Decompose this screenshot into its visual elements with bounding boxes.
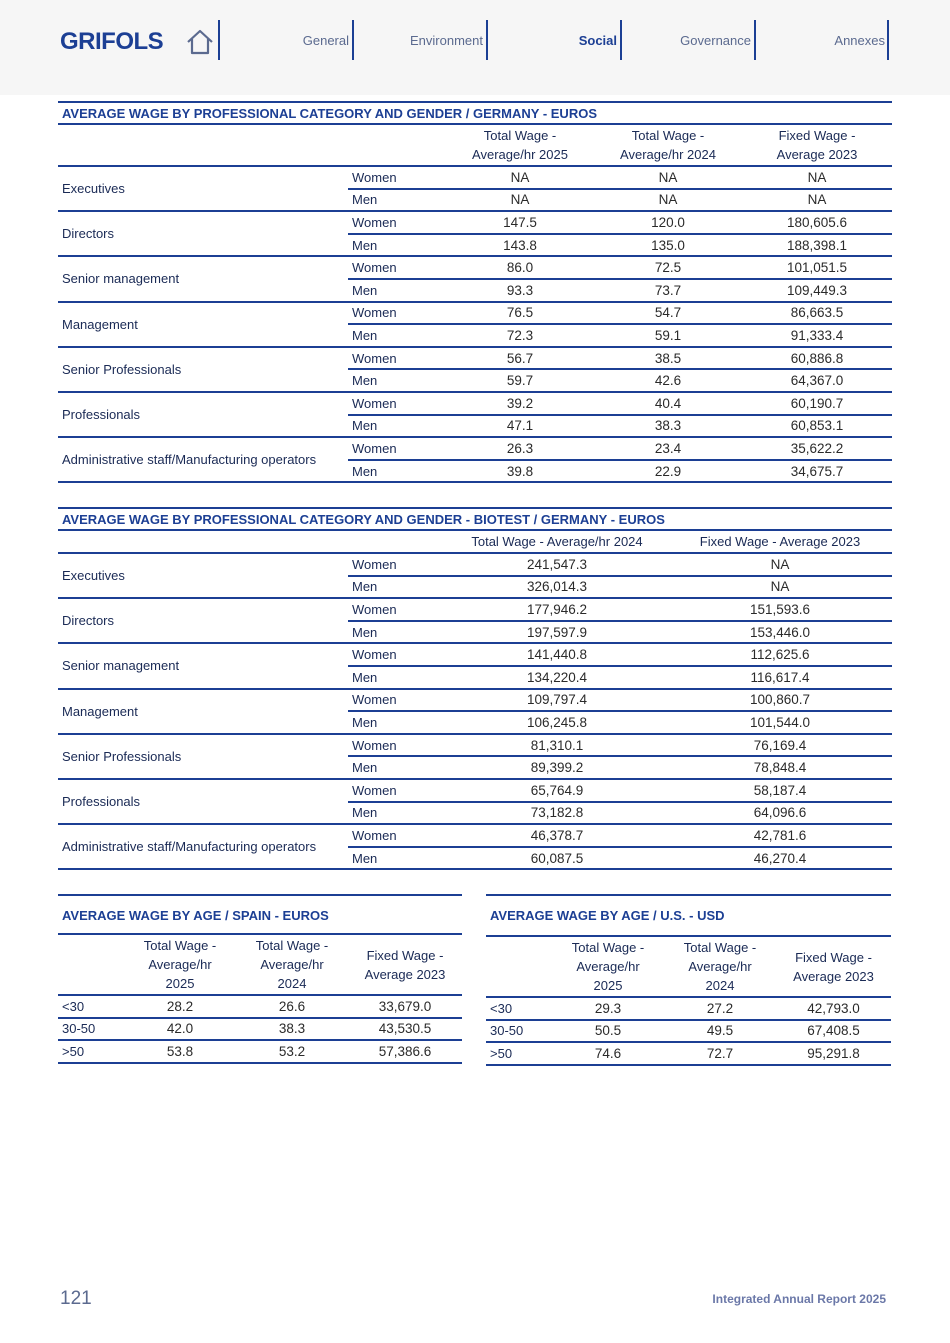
value-cell: 241,547.3: [446, 553, 668, 576]
value-cell: NA: [446, 189, 594, 212]
value-cell: 46,378.7: [446, 824, 668, 847]
column-header: Total Wage - Average/hr 2024: [664, 936, 776, 997]
column-header: Fixed Wage - Average 2023: [742, 124, 892, 166]
us-age-table: [486, 935, 891, 1066]
age-label: >50: [58, 1040, 124, 1063]
value-cell: 26.6: [236, 995, 348, 1018]
value-cell: 60,886.8: [742, 347, 892, 370]
value-cell: 22.9: [594, 460, 742, 483]
category-label: Administrative staff/Manufacturing operators: [58, 437, 348, 482]
gender-label: Women: [348, 824, 446, 847]
value-cell: 42.0: [124, 1018, 236, 1041]
value-cell: 38.3: [594, 415, 742, 438]
germany-wage-table: [58, 101, 892, 483]
value-cell: 188,398.1: [742, 234, 892, 257]
table-row: [58, 166, 892, 189]
column-header: Total Wage - Average/hr 2024: [446, 530, 668, 553]
value-cell: 143.8: [446, 234, 594, 257]
value-cell: NA: [742, 189, 892, 212]
value-cell: 27.2: [664, 997, 776, 1020]
value-cell: NA: [594, 189, 742, 212]
us-table-title: AVERAGE WAGE BY AGE / U.S. - USD: [490, 908, 725, 923]
table-row: [58, 392, 892, 415]
gender-label: Women: [348, 689, 446, 712]
gender-label: Men: [348, 415, 446, 438]
category-label: Directors: [58, 211, 348, 256]
value-cell: 74.6: [552, 1042, 664, 1065]
category-label: Senior Professionals: [58, 347, 348, 392]
spain-age-table: [58, 933, 462, 1064]
value-cell: 95,291.8: [776, 1042, 891, 1065]
value-cell: 47.1: [446, 415, 594, 438]
gender-label: Women: [348, 437, 446, 460]
category-label: Executives: [58, 553, 348, 598]
value-cell: 93.3: [446, 279, 594, 302]
value-cell: NA: [668, 576, 892, 599]
nav-annexes[interactable]: Annexes: [834, 33, 885, 48]
table-row: [58, 734, 892, 757]
value-cell: 135.0: [594, 234, 742, 257]
value-cell: 180,605.6: [742, 211, 892, 234]
age-label: <30: [486, 997, 552, 1020]
category-label: Professionals: [58, 392, 348, 437]
column-header: Total Wage - Average/hr 2024: [236, 934, 348, 995]
value-cell: 59.1: [594, 324, 742, 347]
gender-label: Women: [348, 166, 446, 189]
nav-separator: [754, 20, 756, 60]
gender-label: Women: [348, 779, 446, 802]
value-cell: NA: [742, 166, 892, 189]
value-cell: 81,310.1: [446, 734, 668, 757]
value-cell: 42,793.0: [776, 997, 891, 1020]
value-cell: 26.3: [446, 437, 594, 460]
grifols-logo[interactable]: GRIFOLS: [60, 28, 164, 55]
category-label: Directors: [58, 598, 348, 643]
value-cell: 58,187.4: [668, 779, 892, 802]
table-title: AVERAGE WAGE BY PROFESSIONAL CATEGORY AND GENDER / GERMANY - EUROS: [58, 102, 892, 124]
value-cell: 73,182.8: [446, 802, 668, 825]
table-row: [58, 643, 892, 666]
nav-social[interactable]: Social: [578, 33, 617, 48]
value-cell: 64,096.6: [668, 802, 892, 825]
value-cell: 59.7: [446, 369, 594, 392]
gender-label: Women: [348, 211, 446, 234]
nav-governance[interactable]: Governance: [680, 33, 751, 48]
value-cell: 106,245.8: [446, 711, 668, 734]
value-cell: 78,848.4: [668, 756, 892, 779]
age-label: <30: [58, 995, 124, 1018]
age-label: >50: [486, 1042, 552, 1065]
nav-separator: [887, 20, 889, 60]
value-cell: 73.7: [594, 279, 742, 302]
table-row: [58, 824, 892, 847]
value-cell: 65,764.9: [446, 779, 668, 802]
value-cell: 326,014.3: [446, 576, 668, 599]
table-row: [58, 302, 892, 325]
value-cell: 39.8: [446, 460, 594, 483]
table-row: [58, 689, 892, 712]
value-cell: 34,675.7: [742, 460, 892, 483]
nav-separator: [352, 20, 354, 60]
value-cell: 141,440.8: [446, 643, 668, 666]
category-label: Administrative staff/Manufacturing operators: [58, 824, 348, 869]
category-label: Senior Professionals: [58, 734, 348, 779]
value-cell: 72.5: [594, 256, 742, 279]
nav-environment[interactable]: Environment: [410, 33, 483, 48]
value-cell: 28.2: [124, 995, 236, 1018]
nav-general[interactable]: General: [302, 33, 349, 48]
value-cell: 38.3: [236, 1018, 348, 1041]
gender-label: Men: [348, 621, 446, 644]
gender-label: Men: [348, 756, 446, 779]
table-row: [486, 997, 891, 1020]
value-cell: 35,622.2: [742, 437, 892, 460]
value-cell: 134,220.4: [446, 666, 668, 689]
value-cell: 38.5: [594, 347, 742, 370]
value-cell: 86.0: [446, 256, 594, 279]
value-cell: 40.4: [594, 392, 742, 415]
gender-label: Men: [348, 369, 446, 392]
value-cell: 60,190.7: [742, 392, 892, 415]
value-cell: 120.0: [594, 211, 742, 234]
table-row: [58, 437, 892, 460]
value-cell: 23.4: [594, 437, 742, 460]
gender-label: Women: [348, 347, 446, 370]
category-label: Management: [58, 689, 348, 734]
gender-label: Men: [348, 189, 446, 212]
gender-label: Men: [348, 460, 446, 483]
value-cell: 101,051.5: [742, 256, 892, 279]
column-header: Total Wage - Average/hr 2025: [446, 124, 594, 166]
gender-label: Women: [348, 734, 446, 757]
value-cell: 29.3: [552, 997, 664, 1020]
value-cell: 109,449.3: [742, 279, 892, 302]
value-cell: 147.5: [446, 211, 594, 234]
value-cell: 67,408.5: [776, 1020, 891, 1043]
value-cell: 60,853.1: [742, 415, 892, 438]
value-cell: 101,544.0: [668, 711, 892, 734]
gender-label: Women: [348, 553, 446, 576]
column-header: Fixed Wage - Average 2023: [668, 530, 892, 553]
table-title: AVERAGE WAGE BY PROFESSIONAL CATEGORY AND GENDER - BIOTEST / GERMANY - EUROS: [58, 508, 892, 530]
nav-separator: [486, 20, 488, 60]
age-label: 30-50: [58, 1018, 124, 1041]
table-row: [58, 553, 892, 576]
category-label: Senior management: [58, 256, 348, 301]
value-cell: 72.7: [664, 1042, 776, 1065]
value-cell: NA: [446, 166, 594, 189]
value-cell: 89,399.2: [446, 756, 668, 779]
page-number: 121: [60, 1288, 92, 1309]
table-row: [58, 1018, 462, 1041]
value-cell: 54.7: [594, 302, 742, 325]
category-label: Executives: [58, 166, 348, 211]
value-cell: 39.2: [446, 392, 594, 415]
table-row: [58, 779, 892, 802]
report-title: Integrated Annual Report 2025: [712, 1292, 886, 1306]
value-cell: 76.5: [446, 302, 594, 325]
value-cell: 177,946.2: [446, 598, 668, 621]
age-label: 30-50: [486, 1020, 552, 1043]
column-header: Total Wage - Average/hr 2024: [594, 124, 742, 166]
column-header: Total Wage - Average/hr 2025: [552, 936, 664, 997]
value-cell: 72.3: [446, 324, 594, 347]
value-cell: 100,860.7: [668, 689, 892, 712]
value-cell: 86,663.5: [742, 302, 892, 325]
category-label: Senior management: [58, 643, 348, 688]
gender-label: Women: [348, 302, 446, 325]
value-cell: 49.5: [664, 1020, 776, 1043]
gender-label: Women: [348, 256, 446, 279]
value-cell: 33,679.0: [348, 995, 462, 1018]
value-cell: 197,597.9: [446, 621, 668, 644]
divider: [58, 894, 462, 896]
gender-label: Women: [348, 643, 446, 666]
value-cell: 42,781.6: [668, 824, 892, 847]
value-cell: 116,617.4: [668, 666, 892, 689]
value-cell: 109,797.4: [446, 689, 668, 712]
value-cell: 153,446.0: [668, 621, 892, 644]
gender-label: Men: [348, 324, 446, 347]
value-cell: NA: [594, 166, 742, 189]
value-cell: 50.5: [552, 1020, 664, 1043]
biotest-wage-table: [58, 507, 892, 870]
value-cell: 57,386.6: [348, 1040, 462, 1063]
category-label: Management: [58, 302, 348, 347]
gender-label: Women: [348, 598, 446, 621]
value-cell: 64,367.0: [742, 369, 892, 392]
column-header: Total Wage - Average/hr 2025: [124, 934, 236, 995]
gender-label: Men: [348, 279, 446, 302]
value-cell: 53.2: [236, 1040, 348, 1063]
divider: [486, 894, 891, 896]
gender-label: Men: [348, 711, 446, 734]
value-cell: 43,530.5: [348, 1018, 462, 1041]
value-cell: 42.6: [594, 369, 742, 392]
value-cell: 112,625.6: [668, 643, 892, 666]
home-icon[interactable]: [185, 27, 215, 57]
value-cell: 76,169.4: [668, 734, 892, 757]
gender-label: Women: [348, 392, 446, 415]
value-cell: 56.7: [446, 347, 594, 370]
value-cell: 53.8: [124, 1040, 236, 1063]
table-row: [486, 1020, 891, 1043]
gender-label: Men: [348, 666, 446, 689]
column-header: Fixed Wage - Average 2023: [348, 934, 462, 995]
value-cell: 60,087.5: [446, 847, 668, 870]
table-row: [58, 211, 892, 234]
table-row: [58, 347, 892, 370]
table-row: [58, 256, 892, 279]
table-row: [486, 1042, 891, 1065]
value-cell: 46,270.4: [668, 847, 892, 870]
table-row: [58, 995, 462, 1018]
column-header: Fixed Wage - Average 2023: [776, 936, 891, 997]
nav-separator: [620, 20, 622, 60]
gender-label: Men: [348, 847, 446, 870]
nav-separator: [218, 20, 220, 60]
table-row: [58, 1040, 462, 1063]
value-cell: 91,333.4: [742, 324, 892, 347]
spain-table-title: AVERAGE WAGE BY AGE / SPAIN - EUROS: [62, 908, 329, 923]
gender-label: Men: [348, 576, 446, 599]
value-cell: NA: [668, 553, 892, 576]
table-row: [58, 598, 892, 621]
value-cell: 151,593.6: [668, 598, 892, 621]
gender-label: Men: [348, 234, 446, 257]
category-label: Professionals: [58, 779, 348, 824]
gender-label: Men: [348, 802, 446, 825]
